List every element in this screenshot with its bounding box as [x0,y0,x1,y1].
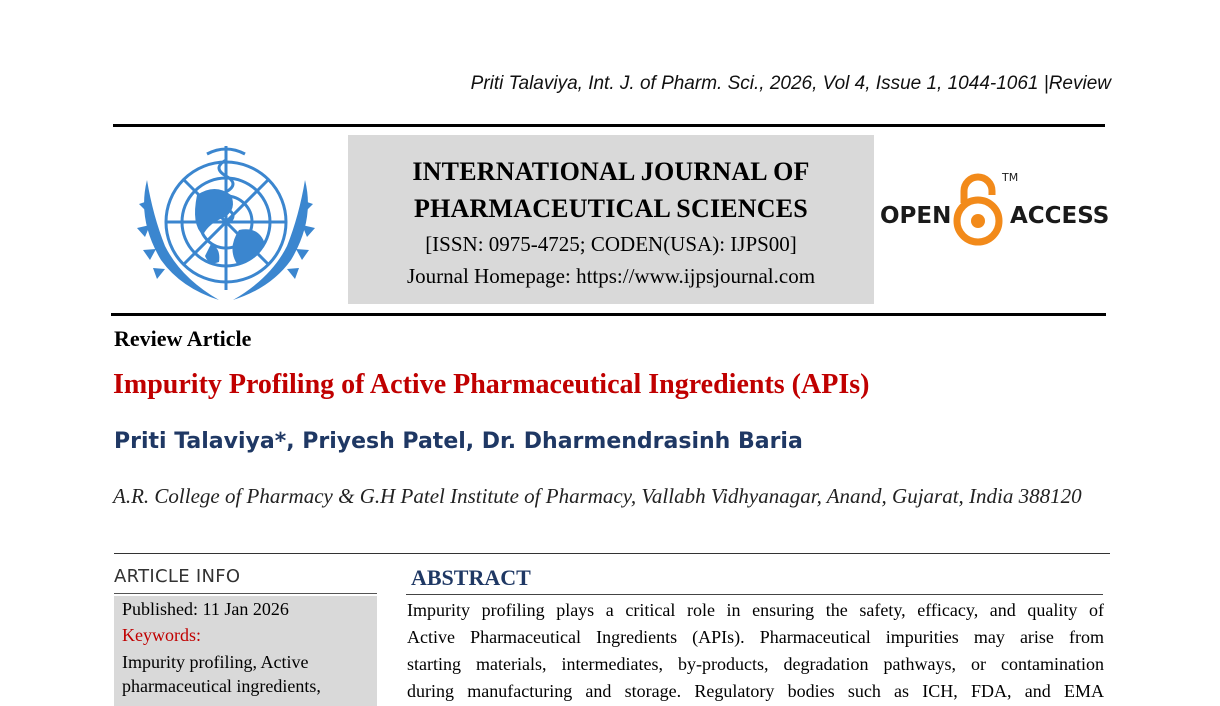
abstract-line: during manufacturing and storage. Regulatory bodies such as ICH, FDA, and EMA [407,681,1104,701]
abstract-line: starting materials, intermediates, by-products, degradation pathways, or contamination [407,654,1104,674]
abstract-rule [406,594,1103,595]
abstract-text [407,597,1104,705]
article-info-box [114,596,377,706]
journal-issn: [ISSN: 0975-4725; CODEN(USA): IJPS00] [425,232,797,256]
open-access-trademark: TM [1002,171,1019,184]
article-info-rule [114,593,377,594]
journal-name-line-1: INTERNATIONAL JOURNAL OF [412,157,810,186]
keywords-line-1: Impurity profiling, Active [122,652,309,672]
article-authors: Priti Talaviya*, Priyesh Patel, Dr. Dharmendrasinh Baria [114,429,803,454]
journal-masthead [348,135,874,304]
journal-emblem-logo [127,140,325,306]
section-divider [114,553,1110,554]
journal-homepage: Journal Homepage: https://www.ijpsjournal.com [406,264,816,288]
running-header: Priti Talaviya, Int. J. of Pharm. Sci., 2026, Vol 4, Issue 1, 1044-1061 |Review [470,73,1111,94]
author-affiliation: A.R. College of Pharmacy & G.H Patel Institute of Pharmacy, Vallabh Vidhyanagar, Anand, Gujarat, India 388120 [113,484,1082,508]
published-date: Published: 11 Jan 2026 [122,599,289,619]
top-divider [113,124,1105,127]
article-info-label: ARTICLE INFO [114,566,241,587]
keywords-line-2: pharmaceutical ingredients, [122,676,321,696]
journal-name-line-2: PHARMACEUTICAL SCIENCES [414,194,808,223]
header-bottom-divider [111,313,1106,316]
article-title: Impurity Profiling of Active Pharmaceutical Ingredients (APIs) [113,369,870,400]
journal-name [348,153,874,227]
keywords-label: Keywords: [122,625,201,645]
open-access-right-word: ACCESS [1010,203,1110,229]
abstract-line: Impurity profiling plays a critical role in ensuring the safety, efficacy, and quality of [407,600,1104,620]
open-access-logo [880,165,1110,253]
abstract-heading: ABSTRACT [411,565,531,590]
open-access-left-word: OPEN [880,203,952,229]
article-type: Review Article [114,326,252,351]
abstract-line: Active Pharmaceutical Ingredients (APIs). Pharmaceutical impurities may arise from [407,627,1104,647]
